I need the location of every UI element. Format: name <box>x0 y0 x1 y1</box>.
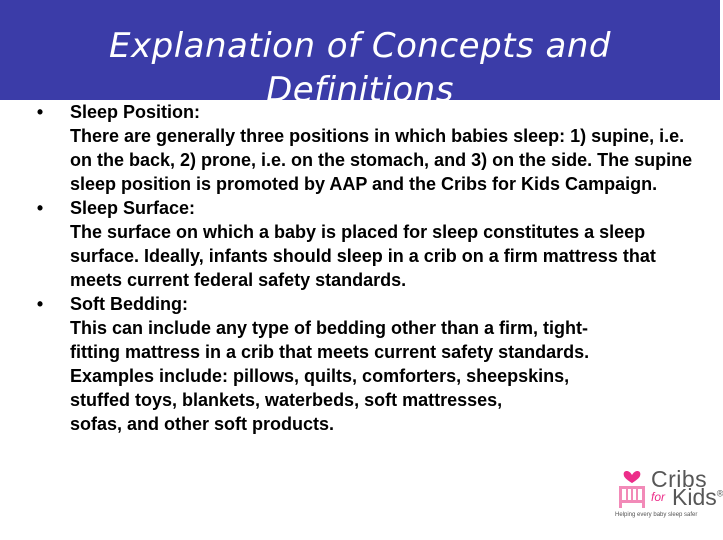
bullet-text-line: sofas, and other soft products. <box>70 414 335 434</box>
bullet-sleep-position <box>30 100 700 196</box>
trademark-symbol: ® <box>716 488 723 499</box>
cribs-for-kids-logo <box>615 466 723 524</box>
bullet-symbol: • <box>36 198 44 218</box>
bullet-text-line: stuffed toys, blankets, waterbeds, soft mattresses, <box>70 390 503 410</box>
logo-word-kids <box>672 484 723 511</box>
bullet-text-line: This can include any type of bedding other than a firm, tight- <box>70 318 589 338</box>
logo-word-cribs: Cribs <box>651 466 708 492</box>
logo-word-kids-text: Kids <box>672 484 717 510</box>
bullet-text-line: fitting mattress in a crib that meets current safety standards. <box>70 342 590 362</box>
slide-title: Explanation of Concepts and Definitions <box>109 26 611 110</box>
bullet-text: There are generally three positions in which babies sleep: 1) supine, i.e. on the back, 2) prone, i.e. on the stomach, and 3) on the side. The supine sleep position is promoted by AAP and the Cribs for Kids Campaign. <box>70 126 693 194</box>
logo-word-for: for <box>651 490 666 504</box>
logo-tagline: Helping every baby sleep safer <box>615 512 698 518</box>
bullet-symbol: • <box>36 294 44 314</box>
bullet-sleep-surface <box>30 196 700 292</box>
bullet-symbol: • <box>36 102 44 122</box>
bullet-heading: Sleep Surface: <box>70 198 196 218</box>
bullet-heading: Soft Bedding: <box>70 294 188 314</box>
bullet-heading: Sleep Position: <box>70 102 201 122</box>
crib-heart-icon <box>615 466 649 510</box>
bullet-text: The surface on which a baby is placed for sleep constitutes a sleep surface. Ideally, infants should sleep in a crib on a firm mattress that meets current federal safety standards. <box>70 222 656 290</box>
bullet-soft-bedding <box>30 292 700 436</box>
bullet-list <box>30 100 700 436</box>
bullet-text-line: Examples include: pillows, quilts, comforters, sheepskins, <box>70 366 570 386</box>
